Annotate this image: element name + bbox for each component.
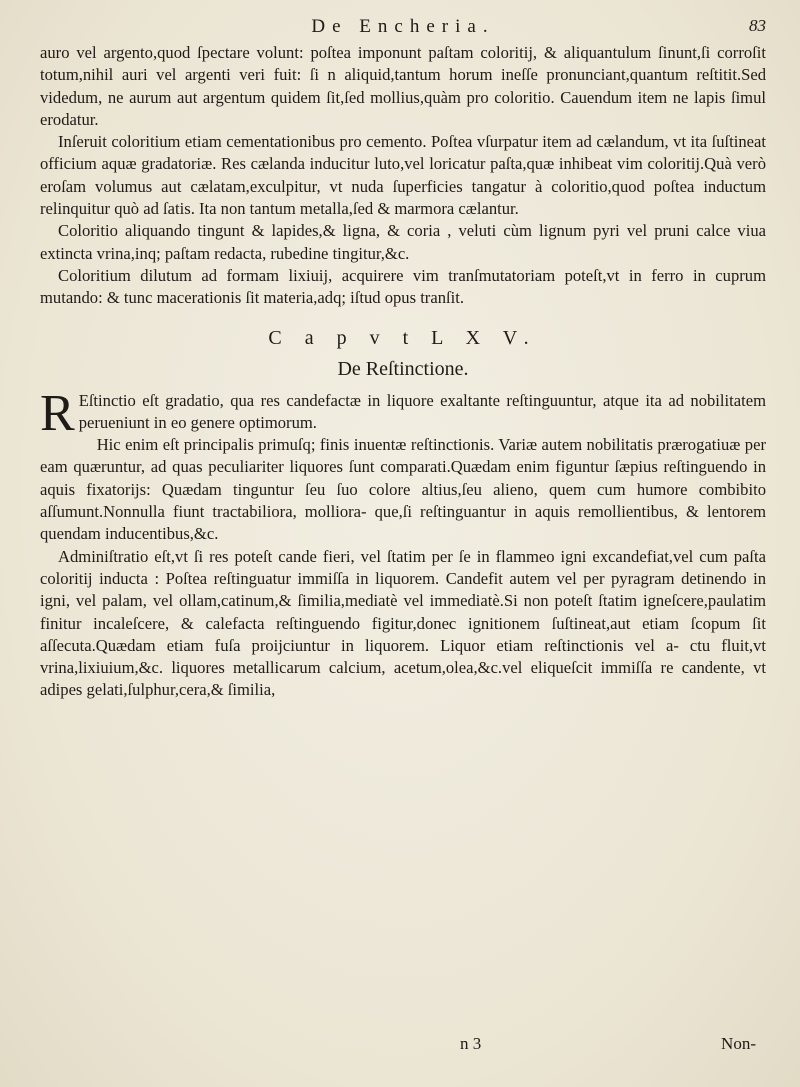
paragraph: Inſeruit coloritium etiam cementationibus pro cemento. Poſtea vſurpatur item ad cælandum, vt ita ſuſtineat officium aquæ gradatoriæ. Res cælanda inducitur luto,vel loricatur paſta,quæ inhibeat vim coloritij.Quà verò eroſam volumus aut cælatam,exculpitur, vt nuda ſuperficies tangatur à coloritio,quod poſtea inductum relinquitur quò ad ſatis. Ita non tantum metalla,ſed & marmora cælantur. [40,132,766,219]
page-number: 83 [749,16,766,35]
body-text [40,42,766,702]
first-paragraph-text: Eſtinctio eſt gradatio, qua res candefactæ in liquore exaltante reſtinguuntur, atque ita ad nobilitatem perueniunt in eo genere optimorum. [78,390,766,432]
paragraph: Adminiſtratio eſt,vt ſi res poteſt cande fieri, vel ſtatim per ſe in flammeo igni excandefiat,vel cum paſta coloritij inducta : Poſtea reſtinguatur immiſſa in liquorem. Candefit autem vel per pyragram detinendo in igni, vel palam, vel ollam,catinum,& ſimilia,mediatè vel immediatè.Si non poteſt ſtatim igneſcere,paulatim finitur incaleſcere, & calefacta reſtinguendo figitur,donec ignitionem ſuſtineat,aut etiam ſcopum ſit aſſecuta.Quædam etiam fuſa proijciuntur in liquorem. Liquor etiam reſtinctionis vel a- ctu fluit,vt vrina,lixiuium,&c. liquores metallicarum calcium, acetum,olea,&c.vel eliqueſcit immiſſa re candente, vt adipes gelati,ſulphur,cera,& ſimilia, [40,546,766,700]
paragraph: Coloritium dilutum ad formam lixiuij, acquirere vim tranſmutatoriam poteſt,vt in ferro in cuprum mutando: & tunc macerationis ſit materia,adq; iſtud opus tranſit. [40,265,766,308]
first-paragraph [40,384,766,442]
page-header [40,14,766,44]
chapter-label: C a p v t L X V. [268,326,538,349]
page-footer [40,1034,766,1060]
paragraph: auro vel argento,quod ſpectare volunt: poſtea imponunt paſtam coloritij, & aliquantulum ſinunt,ſi corroſit totum,nihil auri vel argenti veri fuit: ſi n aliquid,tantum horum ineſſe pronunciant,quantum reſtitit.Sed videdum, ne aurum aut argentum quidem ſit,ſed mollius,quàm pro coloritio. Cauendum item ne lapis ſimul erodatur. [40,43,766,129]
signature-mark: n 3 [460,1034,482,1053]
catchword: Non- [721,1034,756,1053]
paragraph: Coloritio aliquando tingunt & lapides,& ligna, & coria , veluti cùm lignum pyri vel pruni calce viua extincta vrina,inq; paſtam redacta, rubedine tingitur,&c. [40,221,766,263]
paragraph: Hic enim eſt principalis primuſq; finis inuentæ reſtinctionis. Variæ autem nobilitatis prærogatiuæ per eam quæruntur, ad quas peculiariter liquores ſunt comparati.Quædam enim figuntur ſæpius reſtinguendo in aquis fixatorijs: Quædam tinguntur ſeu ſuo colore altius,ſeu alieno, quem cum humore combibito aſſumunt.Nonnulla fiunt tractabiliora, molliora- que,ſi reſtinguantur in aquis remollientibus, & lentorem quendam inducentibus,&c. [40,435,766,544]
chapter-title: De Reſtinctione. [337,357,469,380]
drop-cap: R [40,384,75,442]
running-title: De Encheria. [311,16,495,37]
